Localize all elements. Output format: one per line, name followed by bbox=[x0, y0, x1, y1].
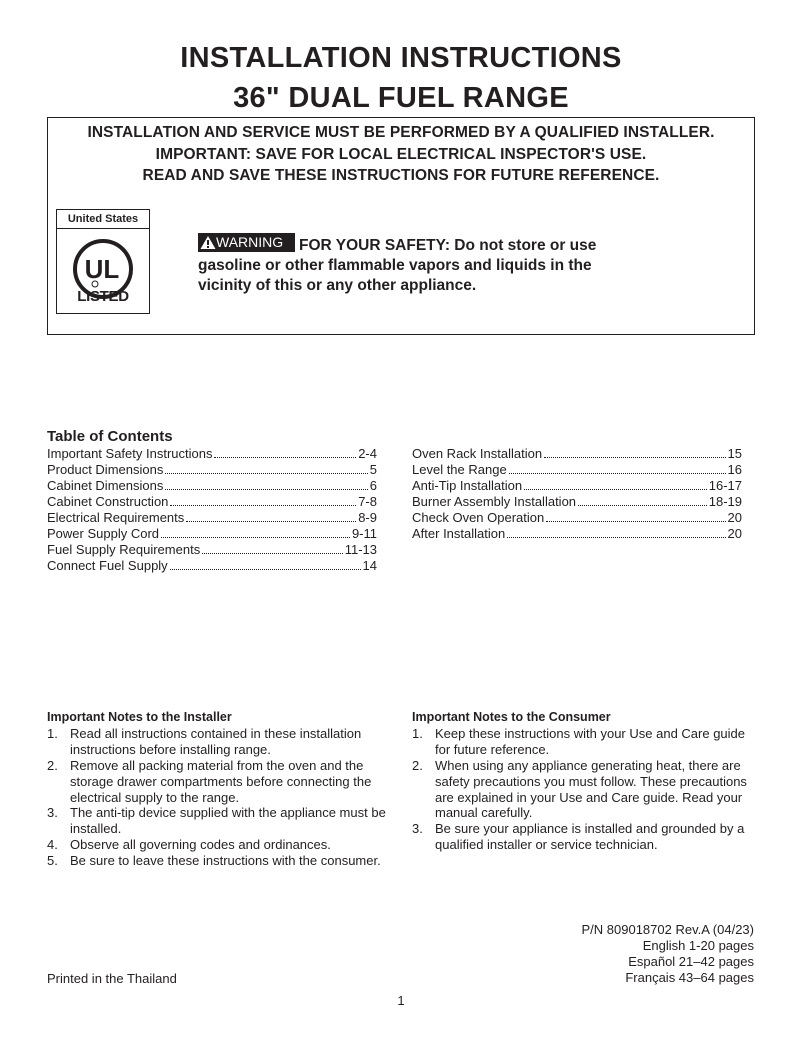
toc-left-column bbox=[47, 446, 377, 574]
toc-entry: Cabinet Dimensions 6 bbox=[47, 478, 377, 493]
list-item: 1. Keep these instructions with your Use and Care guide for future reference. bbox=[412, 725, 746, 757]
ul-logo-text: UL bbox=[84, 254, 120, 284]
warning-label: WARNING bbox=[216, 234, 284, 250]
notice-inspector: IMPORTANT: SAVE FOR LOCAL ELECTRICAL INSPECTOR'S USE. bbox=[155, 146, 647, 163]
list-item: 3. The anti-tip device supplied with the appliance must be installed. bbox=[47, 805, 386, 837]
printed-in: Printed in the Thailand bbox=[47, 971, 177, 986]
toc-entry: Anti-Tip Installation 16-17 bbox=[412, 478, 742, 493]
toc-entry: Power Supply Cord 9-11 bbox=[47, 526, 377, 541]
warning-badge bbox=[198, 233, 295, 252]
toc-entry: Connect Fuel Supply 14 bbox=[47, 558, 377, 573]
list-item: 4. Observe all governing codes and ordinances. bbox=[47, 837, 331, 853]
toc-entry: Level the Range 16 bbox=[412, 462, 742, 477]
list-item: 2. When using any appliance generating heat, there are safety precautions you must follow. These precautions are explained in your Use and Care guide. Read your manual carefully. bbox=[412, 757, 747, 821]
installer-notes bbox=[47, 710, 392, 869]
installer-notes-title: Important Notes to the Installer bbox=[47, 710, 232, 724]
warning-triangle-icon bbox=[200, 235, 216, 250]
toc-right-column bbox=[412, 446, 742, 542]
toc-entry: After Installation 20 bbox=[412, 526, 742, 541]
toc-entry: Important Safety Instructions 2-4 bbox=[47, 446, 377, 461]
toc-entry: Electrical Requirements 8-9 bbox=[47, 510, 377, 525]
toc-entry: Fuel Supply Requirements 11-13 bbox=[47, 542, 377, 557]
page-number: 1 bbox=[397, 993, 405, 1008]
toc-entry: Burner Assembly Installation 18-19 bbox=[412, 494, 742, 509]
list-item: 2. Remove all packing material from the oven and the storage drawer compartments before connecting the electrical supply to the range. bbox=[47, 757, 372, 805]
ul-listed-mark bbox=[56, 209, 150, 314]
safety-warning-text: FOR YOUR SAFETY: Do not store or use gasoline or other flammable vapors and liquids in the vicinity of this or any other appliance. bbox=[198, 237, 597, 294]
ul-country-caption: United States bbox=[57, 210, 149, 229]
toc-title: Table of Contents bbox=[47, 428, 173, 445]
list-item: 5. Be sure to leave these instructions with the consumer. bbox=[47, 853, 381, 869]
list-item: 1. Read all instructions contained in these installation instructions before installing range. bbox=[47, 725, 362, 757]
toc-entry: Check Oven Operation 20 bbox=[412, 510, 742, 525]
toc-entry: Oven Rack Installation 15 bbox=[412, 446, 742, 461]
consumer-notes bbox=[412, 710, 757, 853]
list-item: 3. Be sure your appliance is installed and grounded by a qualified installer or service technician. bbox=[412, 821, 745, 853]
notice-qualified-installer: INSTALLATION AND SERVICE MUST BE PERFORMED BY A QUALIFIED INSTALLER. bbox=[87, 124, 715, 141]
toc-entry: Cabinet Construction 7-8 bbox=[47, 494, 377, 509]
part-number: P/N 809018702 Rev.A (04/23) bbox=[581, 922, 754, 937]
document-title: INSTALLATION INSTRUCTIONS bbox=[180, 42, 622, 74]
document-subtitle: 36" DUAL FUEL RANGE bbox=[233, 82, 569, 114]
english-pages: English 1-20 pages bbox=[642, 938, 754, 953]
spanish-pages: Español 21–42 pages bbox=[628, 954, 754, 969]
notice-save-instructions: READ AND SAVE THESE INSTRUCTIONS FOR FUTURE REFERENCE. bbox=[142, 167, 660, 184]
consumer-notes-title: Important Notes to the Consumer bbox=[412, 710, 611, 724]
toc-entry: Product Dimensions 5 bbox=[47, 462, 377, 477]
french-pages: Français 43–64 pages bbox=[625, 970, 754, 985]
ul-listed-label: LISTED bbox=[77, 288, 129, 305]
